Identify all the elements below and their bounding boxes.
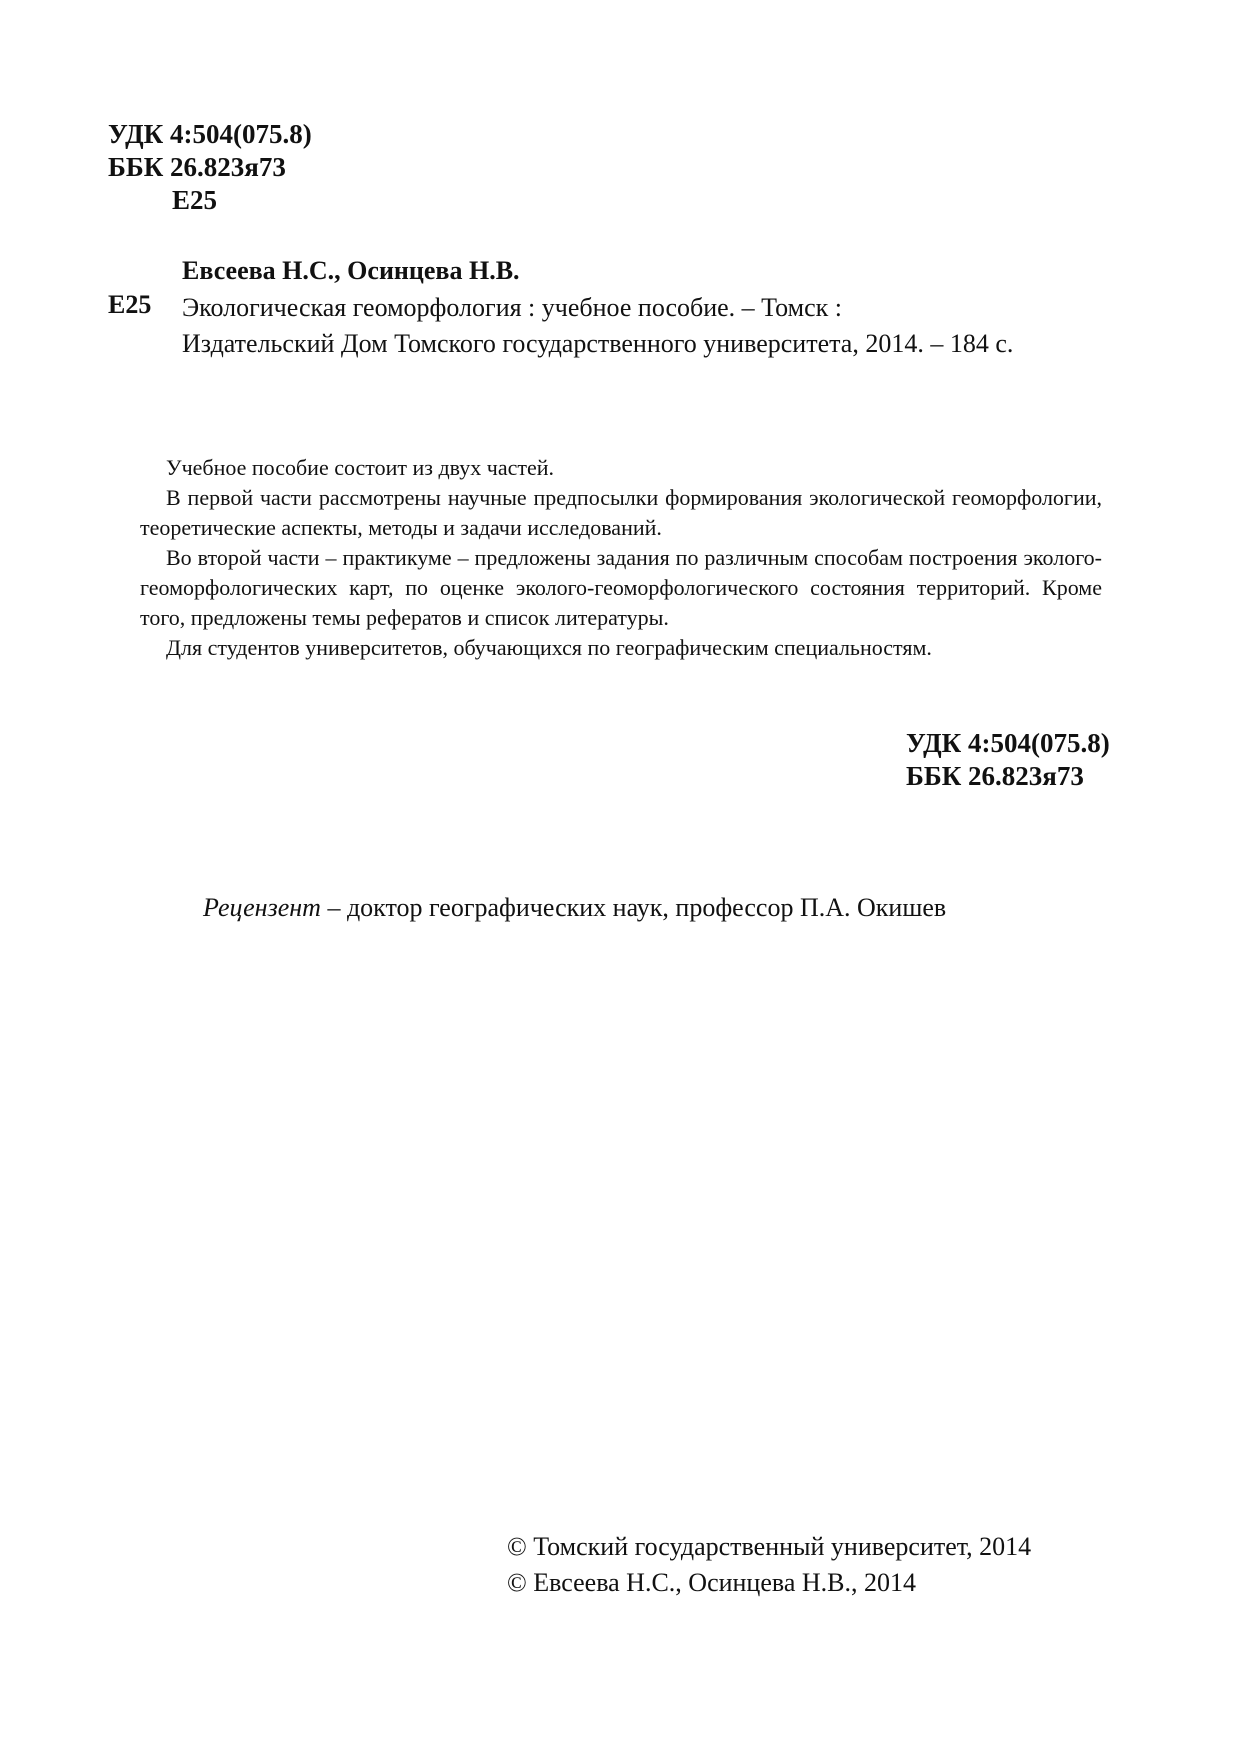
bibliographic-line-2: Издательский Дом Томского государственного университета, 2014. – 184 с. [182,329,1014,358]
bbk-code-repeat: ББК 26.823я73 [906,761,1084,791]
copyright-block [507,1529,1031,1601]
reviewer-line [203,893,946,923]
udk-code-repeat: УДК 4:504(075.8) [906,728,1110,758]
bibliographic-index: Е25 [108,290,152,319]
udk-code: УДК 4:504(075.8) [108,119,312,149]
author-sign: Е25 [172,185,218,215]
header-classification-codes [108,118,312,217]
annotation-paragraph-3: Во второй части – практикуме – предложены задания по различным способам построения эколого-геоморфологических карт, по оценке эколого-геоморфологического состояния территорий. Кроме того, предложены темы рефератов и список литературы. [140,545,1102,630]
bbk-code: ББК 26.823я73 [108,152,286,182]
annotation [140,453,1102,663]
footer-classification-codes [906,727,1110,793]
bibliographic-line-1: Экологическая геоморфология : учебное пособие. – Томск : [182,293,842,322]
copyright-authors: © Евсеева Н.С., Осинцева Н.В., 2014 [507,1568,916,1597]
annotation-paragraph-1: Учебное пособие состоит из двух частей. [166,455,555,480]
bibliographic-description [182,290,1013,362]
annotation-paragraph-2: В первой части рассмотрены научные предпосылки формирования экологической геоморфологии, теоретические аспекты, методы и задачи исследований. [140,485,1102,540]
reviewer-label: Рецензент [203,893,321,922]
copyright-university: © Томский государственный университет, 2014 [507,1532,1032,1561]
reviewer-text: – доктор географических наук, профессор П.А. Окишев [320,893,947,922]
annotation-paragraph-4: Для студентов университетов, обучающихся по географическим специальностям. [166,635,932,660]
authors: Евсеева Н.С., Осинцева Н.В. [182,256,520,285]
